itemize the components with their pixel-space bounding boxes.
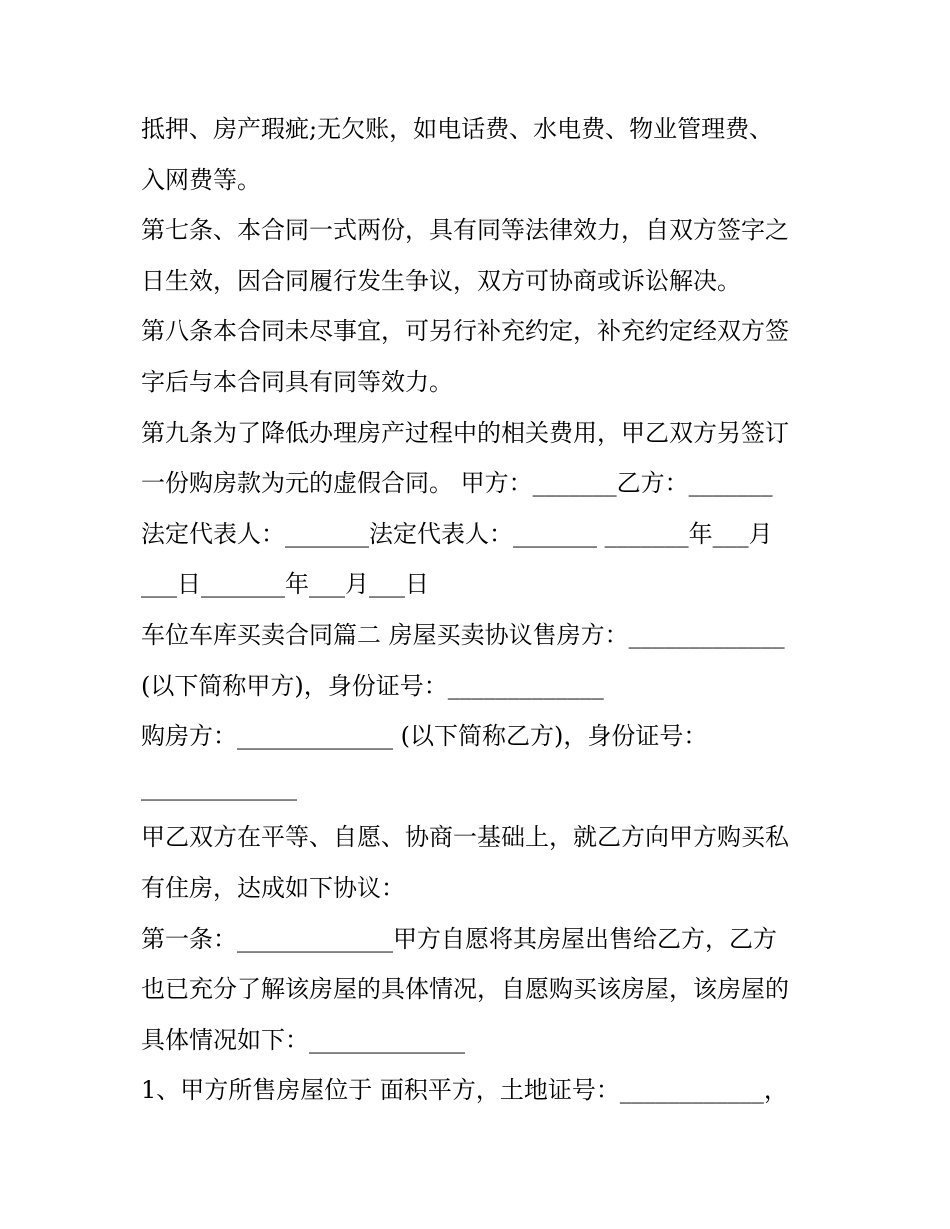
text-line: 具体情况如下：_____________ xyxy=(141,1025,465,1054)
text-line: 甲乙双方在平等、自愿、协商一基础上，就乙方向甲方购买私 xyxy=(141,823,789,852)
text-line: 购房方：_____________ (以下简称乙方)，身份证号： xyxy=(141,722,708,751)
text-line: 法定代表人：_______法定代表人：_______ _______年___月 xyxy=(141,519,773,548)
text-line: 第八条本合同未尽事宜，可另行补充约定，补充约定经双方签 xyxy=(141,317,789,346)
document-body xyxy=(141,104,821,1116)
text-line: 第七条、本合同一式两份，具有同等法律效力，自双方签字之 xyxy=(141,216,789,245)
text-line: 也已充分了解该房屋的具体情况，自愿购买该房屋，该房屋的 xyxy=(141,975,789,1004)
text-line: (以下简称甲方)，身份证号：_____________ xyxy=(141,671,604,700)
text-line: 第九条为了降低办理房产过程中的相关费用，甲乙双方另签订 xyxy=(141,418,789,447)
text-line: 字后与本合同具有同等效力。 xyxy=(141,367,453,396)
text-line: 抵押、房产瑕疵;无欠账，如电话费、水电费、物业管理费、 xyxy=(141,115,774,143)
text-line: 1、甲方所售房屋位于 面积平方，土地证号：____________， xyxy=(141,1076,788,1105)
text-line: 车位车库买卖合同篇二 房屋买卖协议售房方：_____________ xyxy=(141,620,785,649)
text-line: _____________ xyxy=(141,772,297,801)
text-line: 日生效，因合同履行发生争议，双方可协商或诉讼解决。 xyxy=(141,266,741,295)
text-line: 一份购房款为元的虚假合同。 甲方：_______乙方：_______ xyxy=(141,469,773,498)
text-line: ___日_______年___月___日 xyxy=(141,570,429,599)
text-line: 入网费等。 xyxy=(141,165,261,194)
text-line: 第一条：_____________甲方自愿将其房屋出售给乙方，乙方 xyxy=(141,924,777,953)
text-line: 有住房，达成如下协议： xyxy=(141,873,405,902)
